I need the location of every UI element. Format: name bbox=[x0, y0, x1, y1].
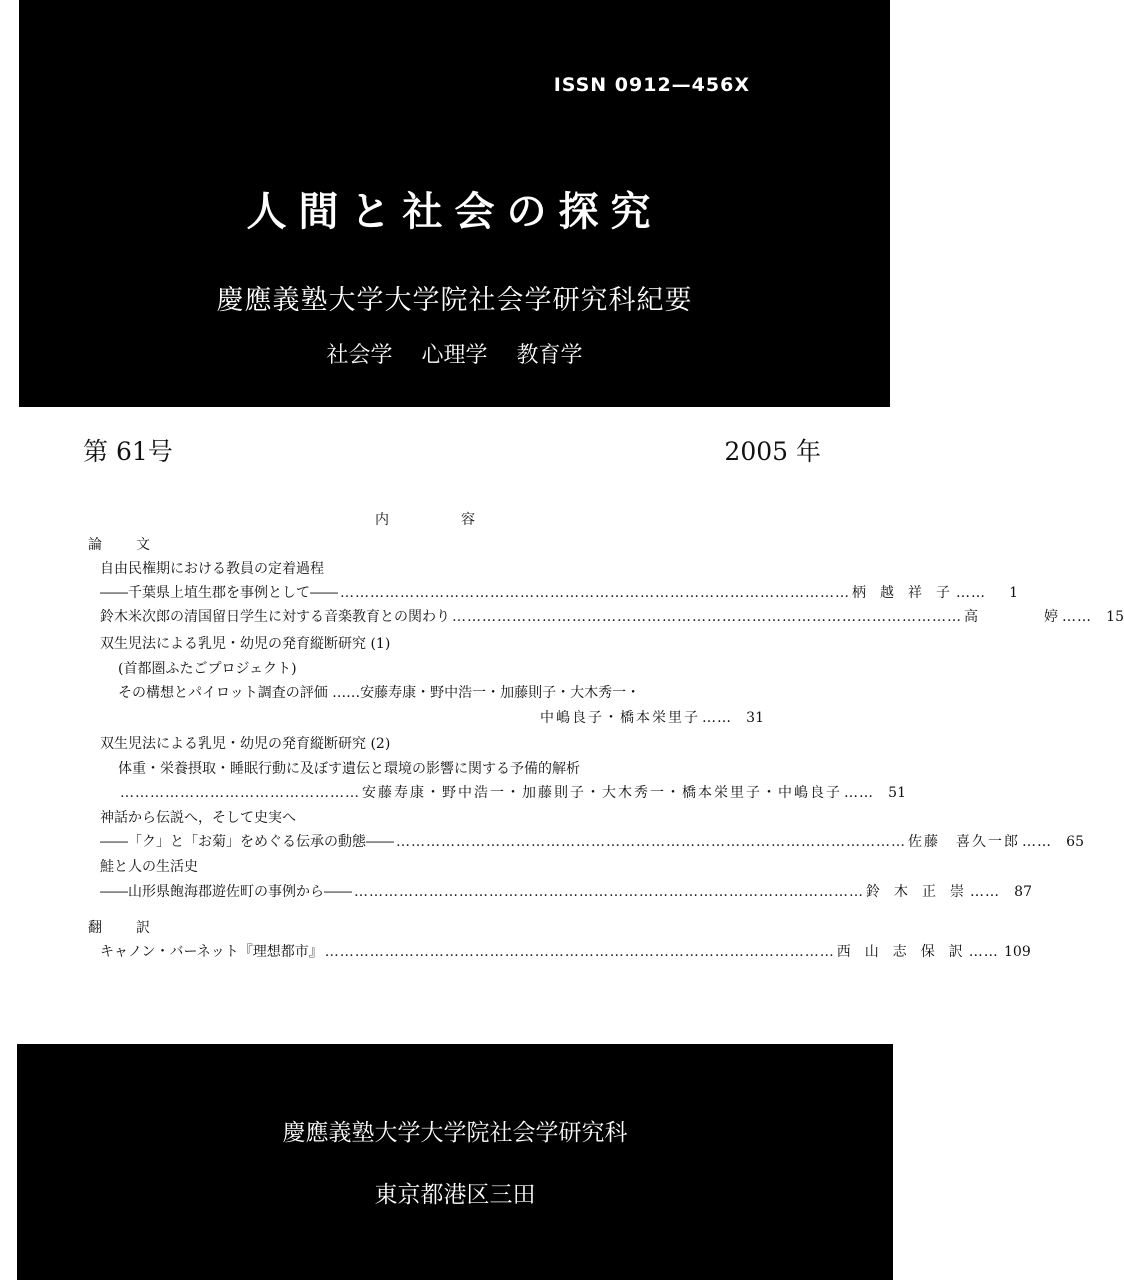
issue-number: 第 61号 bbox=[83, 437, 173, 466]
issue-year: 2005 年 bbox=[724, 437, 821, 466]
toc-author: 西山志保訳 bbox=[836, 944, 977, 960]
toc-page-number: 15 bbox=[1106, 609, 1124, 625]
toc-title: 鮭と人の生活史 bbox=[100, 859, 198, 875]
publisher-address: 東京都港区三田 bbox=[374, 1182, 536, 1208]
toc-subtitle: ――山形県飽海郡遊佐町の事例から―― bbox=[100, 884, 352, 900]
leader-dots: ………………………………………………………………………………………… bbox=[396, 834, 906, 850]
leader-dots: …… bbox=[844, 785, 874, 801]
toc-author: 柄越祥子 bbox=[852, 585, 964, 601]
toc-entry-row[interactable] bbox=[100, 883, 1032, 901]
leader-dots: …… bbox=[970, 884, 1000, 900]
leader-dots: ………………………………………………………………………………………… bbox=[324, 944, 835, 960]
toc-title: 双生児法による乳児・幼児の発育縦断研究 (2) bbox=[100, 736, 391, 752]
fields-list bbox=[19, 338, 890, 369]
section-label-translation: 翻訳 bbox=[88, 920, 184, 936]
publisher-name: 慶應義塾大学大学院社会学研究科 bbox=[282, 1120, 628, 1146]
toc-page-number: 51 bbox=[888, 785, 906, 801]
toc-page-number: 31 bbox=[746, 710, 764, 726]
leader-dots: …… bbox=[1022, 834, 1052, 850]
issn-number: ISSN 0912—456X bbox=[553, 74, 750, 96]
toc-subtitle-authors: その構想とパイロット調査の評価 ……安藤寿康・野中浩一・加藤則子・大木秀一・ bbox=[118, 685, 641, 701]
toc-author: 高 婷 bbox=[964, 609, 1060, 625]
toc-title: キャノン・バーネット『理想都市』 bbox=[100, 944, 323, 960]
toc-title: 鈴木米次郎の清国留日学生に対する音楽教育との関わり bbox=[100, 609, 450, 625]
toc-page-number: 87 bbox=[1014, 884, 1032, 900]
toc-author: 佐藤 喜久一郎 bbox=[908, 834, 1020, 850]
toc-page-number: 1 bbox=[1009, 585, 1018, 601]
toc-title: 神話から伝説へ，そして史実へ bbox=[100, 810, 296, 826]
leader-dots: …… bbox=[956, 585, 986, 601]
toc-subtitle: (首都圏ふたごプロジェクト) bbox=[118, 661, 297, 677]
toc-title: 双生児法による乳児・幼児の発育縦断研究 (1) bbox=[100, 636, 391, 652]
leader-dots: …… bbox=[1062, 609, 1092, 625]
field-sociology: 社会学 bbox=[326, 343, 393, 368]
toc-page-number: 109 bbox=[1004, 944, 1031, 960]
toc-subtitle: ――千葉県上埴生郡を事例として―― bbox=[100, 585, 338, 601]
cover-header-band bbox=[19, 0, 890, 407]
toc-author: 安藤寿康・野中浩一・加藤則子・大木秀一・橋本栄里子・中嶋良子 bbox=[362, 785, 842, 801]
leader-dots: ………………………………………………………………………………………… bbox=[452, 609, 962, 625]
toc-entry-row[interactable] bbox=[540, 709, 767, 727]
cover-footer-band bbox=[17, 1044, 893, 1280]
toc-entry-row[interactable] bbox=[118, 784, 906, 802]
leader-dots: ………………………………………… bbox=[120, 785, 360, 801]
field-education: 教育学 bbox=[516, 343, 583, 368]
leader-dots: …… bbox=[702, 710, 732, 726]
section-label-papers: 論文 bbox=[88, 537, 184, 553]
toc-author: 中嶋良子・橋本栄里子 bbox=[540, 710, 700, 726]
contents-heading: 内容 bbox=[375, 512, 547, 528]
toc-entry-row[interactable] bbox=[100, 584, 1018, 602]
toc-page-number: 65 bbox=[1066, 834, 1084, 850]
leader-dots: ………………………………………………………………………………………… bbox=[340, 585, 850, 601]
toc-author: 鈴木正崇 bbox=[866, 884, 978, 900]
journal-title: 人間と社会の探究 bbox=[246, 188, 663, 235]
leader-dots: …… bbox=[968, 944, 999, 960]
field-psychology: 心理学 bbox=[421, 343, 488, 368]
journal-subtitle: 慶應義塾大学大学院社会学研究科紀要 bbox=[216, 285, 693, 316]
toc-subtitle: 体重・栄養摂取・睡眠行動に及ぼす遺伝と環境の影響に関する予備的解析 bbox=[118, 761, 580, 777]
toc-entry-row[interactable] bbox=[100, 608, 1124, 626]
toc-entry-row[interactable] bbox=[100, 943, 1031, 961]
toc-subtitle: ――「ク」と「お菊」をめぐる伝承の動態―― bbox=[100, 834, 394, 850]
toc-title: 自由民権期における教員の定着過程 bbox=[100, 561, 324, 577]
toc-entry-row[interactable] bbox=[100, 833, 1084, 851]
leader-dots: ………………………………………………………………………………………… bbox=[354, 884, 864, 900]
